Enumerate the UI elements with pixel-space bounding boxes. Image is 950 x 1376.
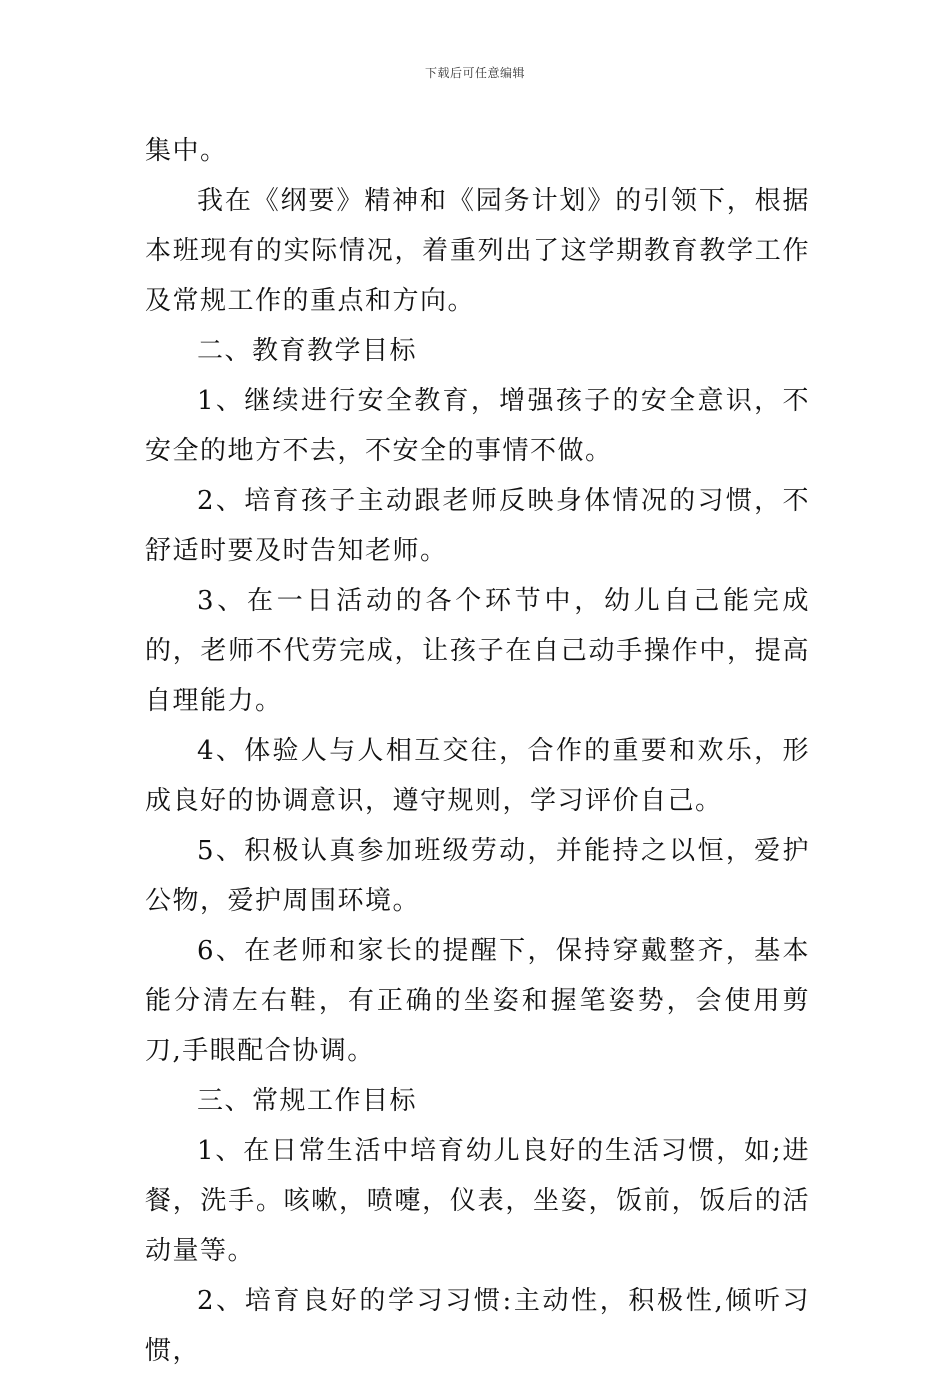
document-body: [145, 126, 810, 1376]
list-item: 2、培育良好的学习习惯:主动性，积极性,倾听习惯，: [145, 1286, 810, 1366]
list-item: 4、体验人与人相互交往，合作的重要和欢乐，形成良好的协调意识，遵守规则，学习评价自己。: [145, 736, 810, 816]
list-item: 1、在日常生活中培育幼儿良好的生活习惯，如;进餐，洗手。咳嗽，喷嚏，仪表，坐姿，饭前，饭后的活动量等。: [145, 1136, 810, 1266]
list-item: 3、在一日活动的各个环节中，幼儿自己能完成的，老师不代劳完成，让孩子在自己动手操作中，提高自理能力。: [145, 586, 810, 716]
section-heading-teaching-goals: 二、教育教学目标: [197, 336, 418, 366]
paragraph-intro: 我在《纲要》精神和《园务计划》的引领下，根据本班现有的实际情况，着重列出了这学期教育教学工作及常规工作的重点和方向。: [145, 186, 810, 316]
list-item: 6、在老师和家长的提醒下，保持穿戴整齐，基本能分清左右鞋，有正确的坐姿和握笔姿势，会使用剪刀,手眼配合协调。: [145, 936, 810, 1066]
section-heading-routine-goals: 三、常规工作目标: [197, 1086, 418, 1116]
list-item: 2、培育孩子主动跟老师反映身体情况的习惯，不舒适时要及时告知老师。: [145, 486, 810, 566]
paragraph-continuation: 集中。: [145, 136, 228, 166]
list-item: 1、继续进行安全教育，增强孩子的安全意识，不安全的地方不去，不安全的事情不做。: [145, 386, 810, 466]
page-header: 下载后可任意编辑: [424, 66, 525, 80]
list-item: 5、积极认真参加班级劳动，并能持之以恒，爱护公物，爱护周围环境。: [145, 836, 810, 916]
